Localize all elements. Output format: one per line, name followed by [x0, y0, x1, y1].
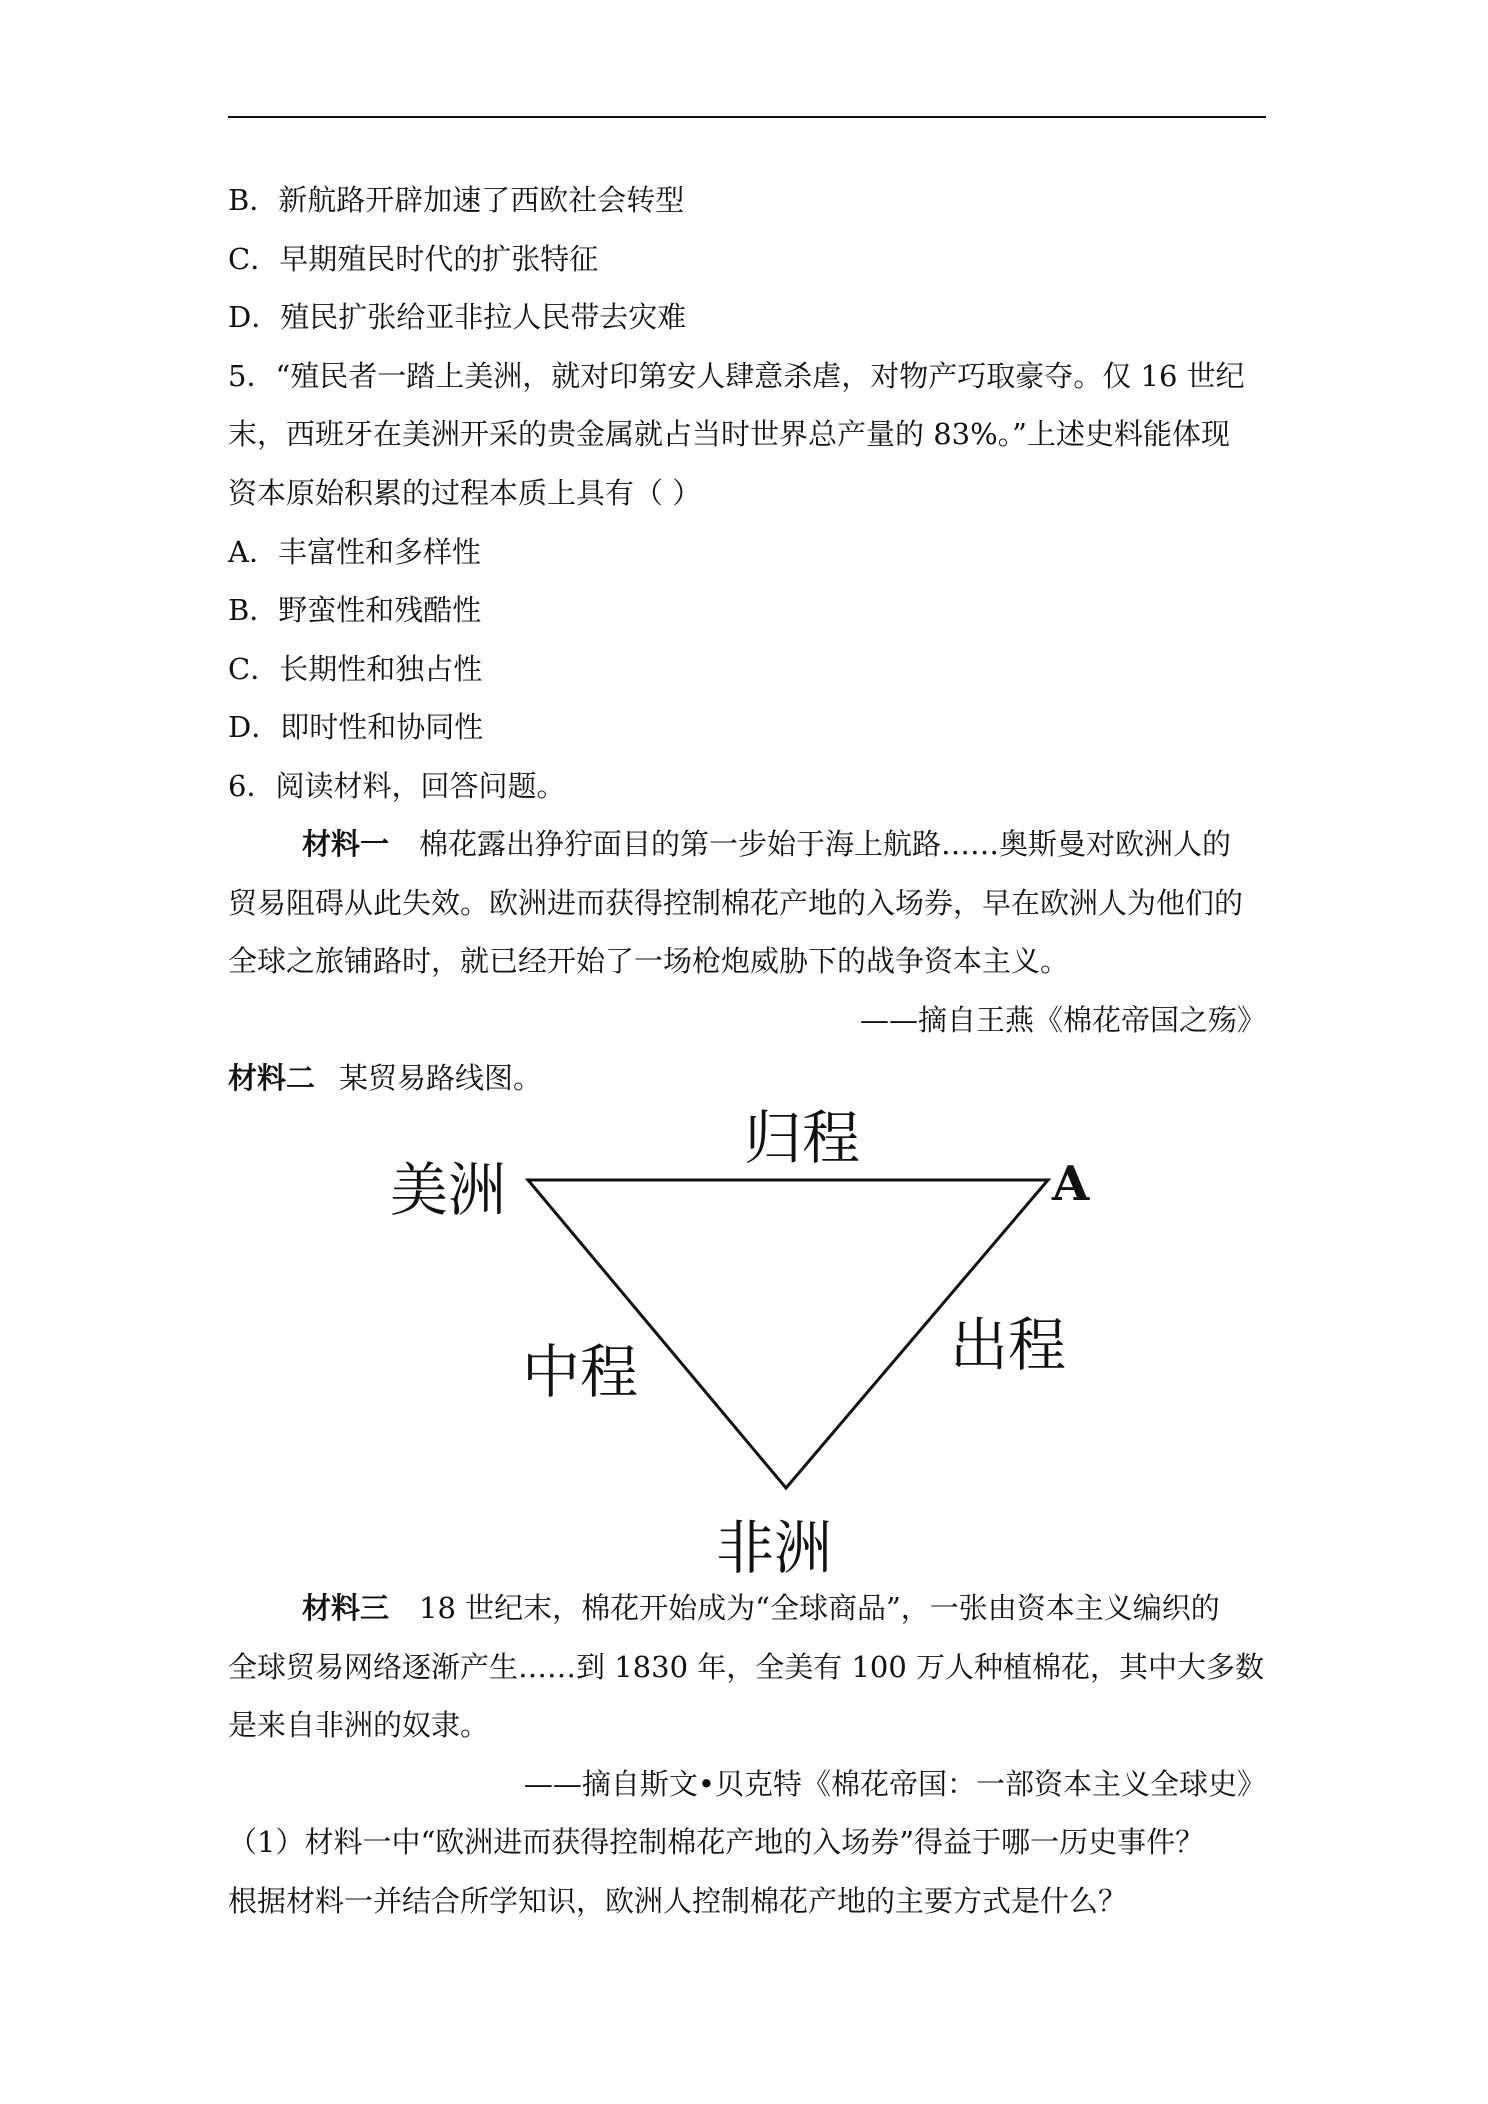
- material-3-line-2: 全球贸易网络逐渐产生……到 1830 年，全美有 100 万人种植棉花，其中大多数: [228, 1650, 1265, 1684]
- material-2-text: 某贸易路线图。: [339, 1061, 543, 1095]
- subquestion-1-line-2: 根据材料一并结合所学知识，欧洲人控制棉花产地的主要方式是什么？: [228, 1884, 1128, 1918]
- q5-option-a: A．丰富性和多样性: [228, 535, 481, 569]
- q4-option-d: D．殖民扩张给亚非拉人民带去灾难: [228, 300, 687, 334]
- material-1-line-1: [302, 824, 1231, 864]
- material-2-line: [228, 1058, 542, 1098]
- q5-stem-line-2: 末，西班牙在美洲开采的贵金属就占当时世界总产量的 83%。”上述史料能体现: [228, 417, 1231, 451]
- material-1-line-2: 贸易阻碍从此失效。欧洲进而获得控制棉花产地的入场券，早在欧洲人为他们的: [228, 886, 1244, 920]
- q6-stem: 6．阅读材料，回答问题。: [228, 769, 566, 803]
- material-1-text-1: 棉花露出狰狞面目的第一步始于海上航路……奥斯曼对欧洲人的: [419, 827, 1232, 861]
- material-3-label: 材料三: [302, 1591, 390, 1625]
- trade-route-diagram: [380, 1100, 1100, 1580]
- edge-outbound: 出程: [950, 1311, 1067, 1379]
- material-3-source: ——摘自斯文•贝克特《棉花帝国：一部资本主义全球史》: [523, 1767, 1266, 1801]
- material-1-line-3: 全球之旅铺路时，就已经开始了一场枪炮威胁下的战争资本主义。: [228, 944, 1070, 978]
- q5-option-b: B．野蛮性和残酷性: [228, 593, 482, 627]
- q5-stem-line-3: 资本原始积累的过程本质上具有（ ）: [228, 476, 702, 510]
- material-3-line-1: [302, 1588, 1220, 1628]
- q4-option-b: B．新航路开辟加速了西欧社会转型: [228, 183, 685, 217]
- q5-stem-line-1: 5．“殖民者一踏上美洲，就对印第安人肆意杀虐，对物产巧取豪夺。仅 16 世纪: [228, 359, 1245, 393]
- edge-return: 归程: [744, 1104, 861, 1172]
- q4-option-c: C．早期殖民时代的扩张特征: [228, 242, 599, 276]
- node-a: A: [1052, 1156, 1090, 1212]
- material-1-source: ——摘自王燕《棉花帝国之殇》: [859, 1003, 1266, 1037]
- header-rule: [228, 116, 1266, 118]
- material-3-text-1: 18 世纪末，棉花开始成为“全球商品”，一张由资本主义编织的: [419, 1591, 1220, 1625]
- material-1-label: 材料一: [302, 827, 390, 861]
- material-2-label: 材料二: [228, 1061, 316, 1095]
- q5-option-d: D．即时性和协同性: [228, 710, 484, 744]
- q5-option-c: C．长期性和独占性: [228, 652, 483, 686]
- subquestion-1-line-1: （1）材料一中“欧洲进而获得控制棉花产地的入场券”得益于哪一历史事件？: [228, 1825, 1205, 1859]
- triangle-trade-svg: [380, 1100, 1100, 1580]
- material-3-line-3: 是来自非洲的奴隶。: [228, 1708, 490, 1742]
- node-america: 美洲: [390, 1156, 507, 1224]
- node-africa: 非洲: [716, 1514, 833, 1580]
- edge-middle: 中程: [522, 1338, 639, 1406]
